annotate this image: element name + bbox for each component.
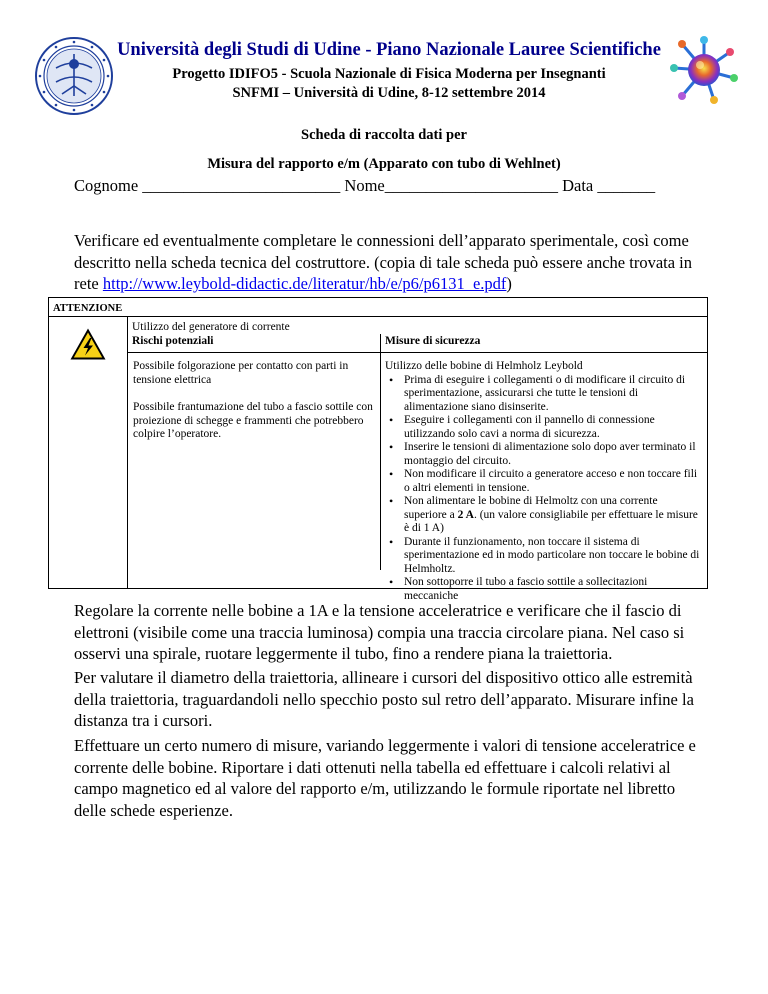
- measures-intro: Utilizzo delle bobine di Helmholz Leybold: [385, 360, 583, 372]
- school-subtitle: SNFMI – Università di Udine, 8-12 settembre 2014: [232, 85, 546, 101]
- risk-item: Possibile frantumazione del tubo a fascio sottile con proiezione di schegge e frammenti che potrebbero colpire l’operatore.: [133, 401, 373, 440]
- generator-header-row: [128, 317, 707, 353]
- name-date-fill-line: Cognome ________________________ Nome_____________________ Data _______: [74, 176, 656, 195]
- current-limit-note: . (un valore consigliabile per effettuare le misure è di 1 A): [404, 508, 698, 534]
- generator-label: Utilizzo del generatore di corrente: [132, 321, 290, 333]
- body-paragraph: Regolare la corrente nelle bobine a 1A e la tensione acceleratrice e verificare che il fascio di elettroni (visibile come una traccia luminosa) compia una traccia circolare piana. Nel caso si osservi una spirale, ruotare leggermente il tubo, fino a rendere piana la traiettoria.: [74, 601, 685, 663]
- attention-label: ATTENZIONE: [49, 298, 707, 317]
- measure-item-current-limit: [404, 495, 703, 536]
- datasheet-link[interactable]: http://www.leybold-didactic.de/literatur/hb/e/p6/p6131_e.pdf: [102, 274, 507, 293]
- sheet-title: Scheda di raccolta dati per: [301, 127, 467, 143]
- measure-item: • Durante il funzionamento, non toccare il sistema di sperimentazione ed in modo particolare non toccare le bobine di Helmholtz.: [404, 536, 703, 577]
- risk-item: Possibile folgorazione per contatto con parti in tensione elettrica: [133, 360, 349, 386]
- university-seal-icon: [34, 36, 114, 116]
- body-paragraph: Per valutare il diametro della traiettoria, allineare i cursori del dispositivo ottico alle estremità della traiettoria, traguardandoli nello specchio posto sul retro dell’apparato. Misurare infine la distanza tra i cursori.: [74, 668, 694, 730]
- column-divider: [380, 334, 381, 570]
- current-limit-text: Non alimentare le bobine di Helmoltz con una corrente superiore a: [404, 495, 658, 521]
- measures-header: Misure di sicurezza: [385, 335, 481, 347]
- warning-icon-cell: [49, 317, 128, 588]
- project-subtitle: Progetto IDIFO5 - Scuola Nazionale di Fisica Moderna per Insegnanti: [172, 66, 606, 82]
- measure-item: • Prima di eseguire i collegamenti o di modificare il circuito di sperimentazione, assicurarsi che tutte le tensioni di alimentazione siano disinserite.: [404, 374, 703, 415]
- pls-molecule-logo-icon: [668, 34, 740, 106]
- measure-item: • Inserire le tensioni di alimentazione solo dopo aver terminato il montaggio del circuito.: [404, 441, 703, 468]
- measure-item: • Eseguire i collegamenti con il pannello di connessione utilizzando solo cavi a norma di sicurezza.: [404, 414, 703, 441]
- measures-list: [385, 374, 703, 604]
- intro-text: Verificare ed eventualmente completare le connessioni dell’apparato sperimentale, così come descritto nella scheda tecnica del costruttore. (copia di tale scheda può essere anche trovata in rete: [74, 231, 693, 293]
- high-voltage-warning-icon: [69, 327, 107, 361]
- risks-column: [133, 360, 373, 456]
- body-paragraph: Effettuare un certo numero di misure, variando leggermente i valori di tensione acceleratrice e corrente delle bobine. Riportare i dati ottenuti nella tabella ed effettuare i calcoli relativi al campo magnetico ed al valore del rapporto e/m, utilizzando le formule riportate nel libretto delle schede esperienze.: [74, 736, 696, 820]
- intro-paragraph: [74, 230, 710, 295]
- university-title: Università degli Studi di Udine - Piano Nazionale Lauree Scientifiche: [117, 40, 661, 60]
- current-limit-value: 2 A: [457, 508, 474, 521]
- risks-header: Rischi potenziali: [132, 335, 214, 347]
- measures-column: [385, 360, 703, 603]
- measure-item: • Non sottoporre il tubo a fascio sottile a sollecitazioni meccaniche: [404, 576, 703, 603]
- safety-box: [48, 297, 708, 602]
- intro-closing: ): [506, 274, 512, 293]
- experiment-title: Misura del rapporto e/m (Apparato con tubo di Wehlnet): [207, 156, 561, 172]
- measure-item: • Non modificare il circuito a generatore acceso e non toccare fili o altri elementi in tensione.: [404, 468, 703, 495]
